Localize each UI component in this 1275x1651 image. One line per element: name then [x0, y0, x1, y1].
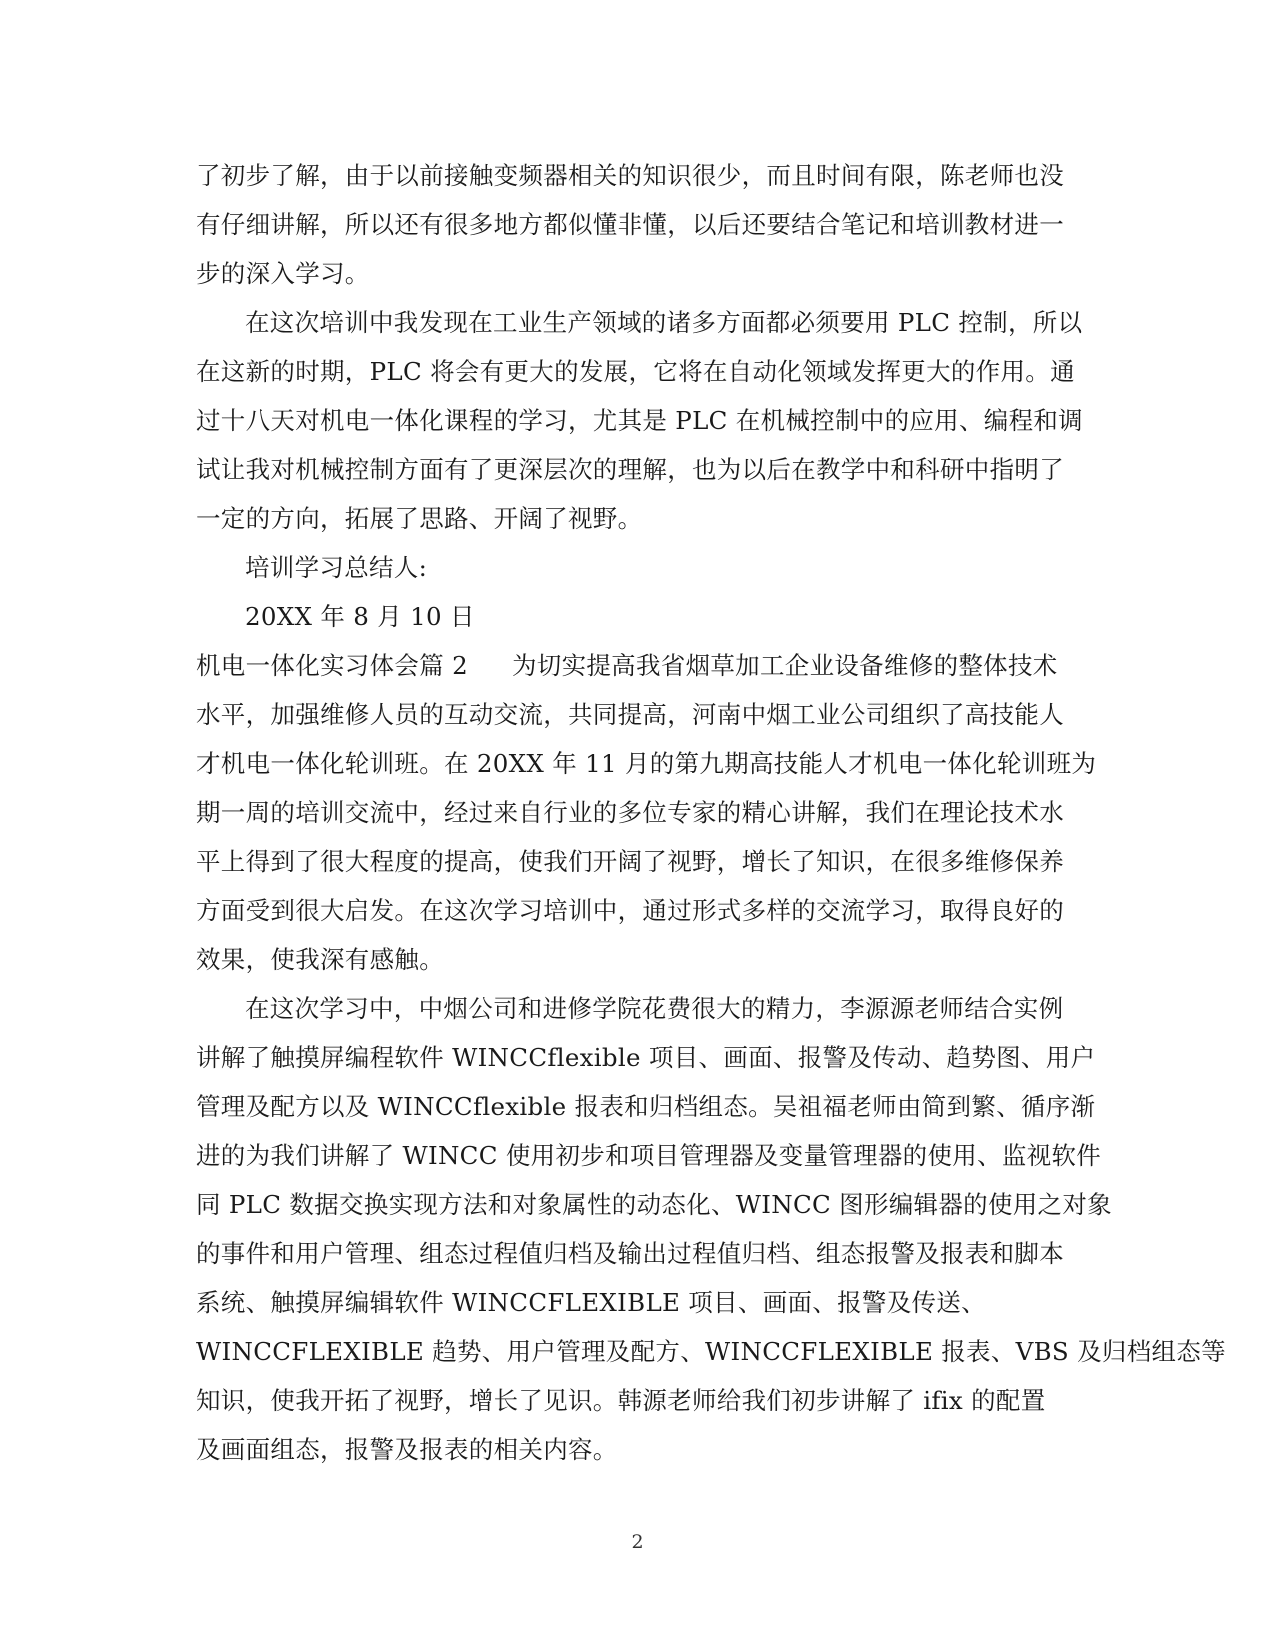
section-heading-line: [196, 641, 1076, 690]
text-line: 进的为我们讲解了 WINCC 使用初步和项目管理器及变量管理器的使用、监视软件: [196, 1141, 1102, 1170]
page-number: 2: [631, 1531, 644, 1553]
text-line: 了初步了解，由于以前接触变频器相关的知识很少，而且时间有限，陈老师也没: [196, 161, 1064, 190]
text-line: 试让我对机械控制方面有了更深层次的理解，也为以后在教学中和科研中指明了: [196, 455, 1064, 484]
text-line: 步的深入学习。: [196, 259, 370, 288]
text-line: 过十八天对机电一体化课程的学习，尤其是 PLC 在机械控制中的应用、编程和调: [196, 406, 1083, 435]
text-line: 的事件和用户管理、组态过程值归档及输出过程值归档、组态报警及报表和脚本: [196, 1239, 1064, 1268]
text-line: 管理及配方以及 WINCCflexible 报表和归档组态。吴祖福老师由简到繁、循序渐: [196, 1092, 1096, 1121]
text-line: 讲解了触摸屏编程软件 WINCCflexible 项目、画面、报警及传动、趋势图、用户: [196, 1043, 1096, 1072]
date-line: 20XX 年 8 月 10 日: [245, 602, 475, 631]
text-line: 系统、触摸屏编辑软件 WINCCFLEXIBLE 项目、画面、报警及传送、: [196, 1288, 986, 1317]
document-body: [196, 151, 1226, 1474]
text-line: 期一周的培训交流中，经过来自行业的多位专家的精心讲解，我们在理论技术水: [196, 798, 1064, 827]
text-line: 平上得到了很大程度的提高，使我们开阔了视野，增长了知识，在很多维修保养: [196, 847, 1064, 876]
text-line: 方面受到很大启发。在这次学习培训中，通过形式多样的交流学习，取得良好的: [196, 896, 1064, 925]
text-line: 水平，加强维修人员的互动交流，共同提高，河南中烟工业公司组织了高技能人: [196, 700, 1064, 729]
signature-line: 培训学习总结人:: [245, 553, 428, 582]
paragraph-start-line: 在这次学习中，中烟公司和进修学院花费很大的精力，李源源老师结合实例: [245, 994, 1064, 1023]
text-line: 一定的方向，拓展了思路、开阔了视野。: [196, 504, 643, 533]
text-line: 效果，使我深有感触。: [196, 945, 444, 974]
text-line: WINCCFLEXIBLE 趋势、用户管理及配方、WINCCFLEXIBLE 报表、VBS 及归档组态等: [196, 1337, 1226, 1366]
paragraph-start-line: 在这次培训中我发现在工业生产领域的诸多方面都必须要用 PLC 控制，所以: [245, 308, 1083, 337]
text-line: 才机电一体化轮训班。在 20XX 年 11 月的第九期高技能人才机电一体化轮训班为: [196, 749, 1097, 778]
text-line: 知识，使我开拓了视野，增长了见识。韩源老师给我们初步讲解了 ifix 的配置: [196, 1386, 1046, 1415]
text-line: 及画面组态，报警及报表的相关内容。: [196, 1435, 618, 1464]
section-text-start: 为切实提高我省烟草加工企业设备维修的整体技术: [511, 651, 1058, 680]
section-title: 机电一体化实习体会篇 2: [196, 651, 468, 680]
text-line: 有仔细讲解，所以还有很多地方都似懂非懂，以后还要结合笔记和培训教材进一: [196, 210, 1064, 239]
text-line: 在这新的时期，PLC 将会有更大的发展，它将在自动化领域发挥更大的作用。通: [196, 357, 1075, 386]
text-line: 同 PLC 数据交换实现方法和对象属性的动态化、WINCC 图形编辑器的使用之对象: [196, 1190, 1112, 1219]
